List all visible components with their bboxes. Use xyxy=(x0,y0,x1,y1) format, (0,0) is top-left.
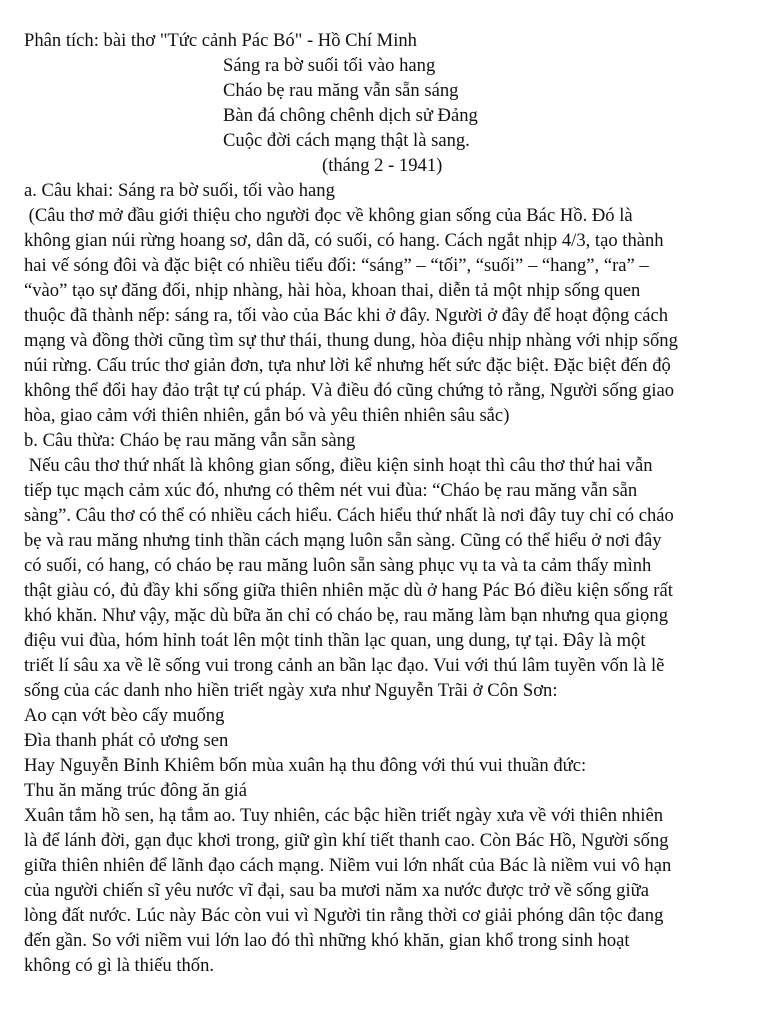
document-page xyxy=(24,28,746,978)
body-line: núi rừng. Cấu trúc thơ giản đơn, tựa như lời kể nhưng hết sức đặc biệt. Đặc biệt đến độ xyxy=(24,355,671,376)
body-line: hai vế sóng đôi và đặc biệt có nhiều tiểu đối: “sáng” – “tối”, “suối” – “hang”, “ra” – xyxy=(24,255,649,276)
body-line: điệu vui đùa, hóm hỉnh toát lên một tinh thần lạc quan, ung dung, tự tại. Đây là một xyxy=(24,630,646,651)
body-line: có suối, có hang, có cháo bẹ rau măng luôn sẵn sàng phục vụ ta và ta cảm thấy mình xyxy=(24,555,652,576)
body-line: sống của các danh nho hiền triết ngày xưa như Nguyễn Trãi ở Côn Sơn: xyxy=(24,680,558,701)
body-line: Đìa thanh phát cỏ ương sen xyxy=(24,730,229,751)
body-line: mạng và đồng thời cũng tìm sự thư thái, thung dung, hòa điệu nhịp nhàng với nhịp sống xyxy=(24,330,678,351)
body-line: là để lánh đời, gạn đục khơi trong, giữ gìn khí tiết thanh cao. Còn Bác Hồ, Người sống xyxy=(24,830,669,851)
body-line: đến gần. So với niềm vui lớn lao đó thì những khó khăn, gian khổ trong sinh hoạt xyxy=(24,930,630,951)
body-line: Xuân tắm hồ sen, hạ tắm ao. Tuy nhiên, các bậc hiền triết ngày xưa về với thiên nhiên xyxy=(24,805,664,826)
body-line: tiếp tục mạch cảm xúc đó, nhưng có thêm nét vui đùa: “Cháo bẹ rau măng vẫn sẵn xyxy=(24,480,638,501)
body-line: thật giàu có, đủ đầy khi sống giữa thiên nhiên mặc dù ở hang Pác Bó điều kiện sống rất xyxy=(24,580,673,601)
body-line: “vào” tạo sự đăng đối, nhịp nhàng, hài hòa, khoan thai, diễn tả một nhịp sống quen xyxy=(24,280,641,301)
analysis-body xyxy=(24,178,746,978)
body-line: b. Câu thừa: Cháo bẹ rau măng vẫn sẵn sàng xyxy=(24,430,356,451)
poem-line-3: Bàn đá chông chênh dịch sử Đảng xyxy=(223,105,478,126)
poem-line-1: Sáng ra bờ suối tối vào hang xyxy=(223,55,436,76)
body-line: Thu ăn măng trúc đông ăn giá xyxy=(24,780,248,801)
poem-date: (tháng 2 - 1941) xyxy=(322,155,443,176)
body-line: không thể đổi hay đảo trật tự cú pháp. Và điều đó cũng chứng tỏ rằng, Người sống giao xyxy=(24,380,675,401)
body-line: triết lí sâu xa về lẽ sống vui trong cảnh an bần lạc đạo. Vui với thú lâm tuyền vốn là lẽ xyxy=(24,655,665,676)
poem-line-4: Cuộc đời cách mạng thật là sang. xyxy=(223,130,470,151)
document-title: Phân tích: bài thơ "Tức cảnh Pác Bó" - Hồ Chí Minh xyxy=(24,30,417,51)
body-line: không gian núi rừng hoang sơ, dân dã, có suối, có hang. Cách ngắt nhịp 4/3, tạo thành xyxy=(24,230,664,251)
body-line: khó khăn. Như vậy, mặc dù bữa ăn chỉ có cháo bẹ, rau măng làm bạn nhưng qua giọng xyxy=(24,605,668,626)
body-line: của người chiến sĩ yêu nước vĩ đại, sau ba mươi năm xa nước được trở về sống giữa xyxy=(24,880,649,901)
body-line: lòng đất nước. Lúc này Bác còn vui vì Người tin rằng thời cơ giải phóng dân tộc đang xyxy=(24,905,664,926)
poem-line-2: Cháo bẹ rau măng vẫn sẵn sáng xyxy=(223,80,459,101)
body-line: a. Câu khai: Sáng ra bờ suối, tối vào hang xyxy=(24,180,335,201)
body-line: thuộc đã thành nếp: sáng ra, tối vào của Bác khi ở đây. Người ở đây để hoạt động cách xyxy=(24,305,669,326)
body-line: bẹ và rau măng nhưng tinh thần cách mạng luôn sẵn sàng. Cũng có thể hiểu ở nơi đây xyxy=(24,530,662,551)
body-line: không có gì là thiếu thốn. xyxy=(24,955,215,976)
body-line: Nếu câu thơ thứ nhất là không gian sống, điều kiện sinh hoạt thì câu thơ thứ hai vẫn xyxy=(24,455,653,476)
body-line: Ao cạn vớt bèo cấy muống xyxy=(24,705,225,726)
body-line: sàng”. Câu thơ có thể có nhiều cách hiểu. Cách hiểu thứ nhất là nơi đây tuy chỉ có cháo xyxy=(24,505,674,526)
body-line: giữa thiên nhiên để lãnh đạo cách mạng. Niềm vui lớn nhất của Bác là niềm vui vô hạn xyxy=(24,855,672,876)
body-line: hòa, giao cảm với thiên nhiên, gắn bó và yêu thiên nhiên sâu sắc) xyxy=(24,405,510,426)
body-line: Hay Nguyễn Bỉnh Khiêm bốn mùa xuân hạ thu đông với thú vui thuần đức: xyxy=(24,755,587,776)
body-line: (Câu thơ mở đầu giới thiệu cho người đọc về không gian sống của Bác Hồ. Đó là xyxy=(24,205,633,226)
